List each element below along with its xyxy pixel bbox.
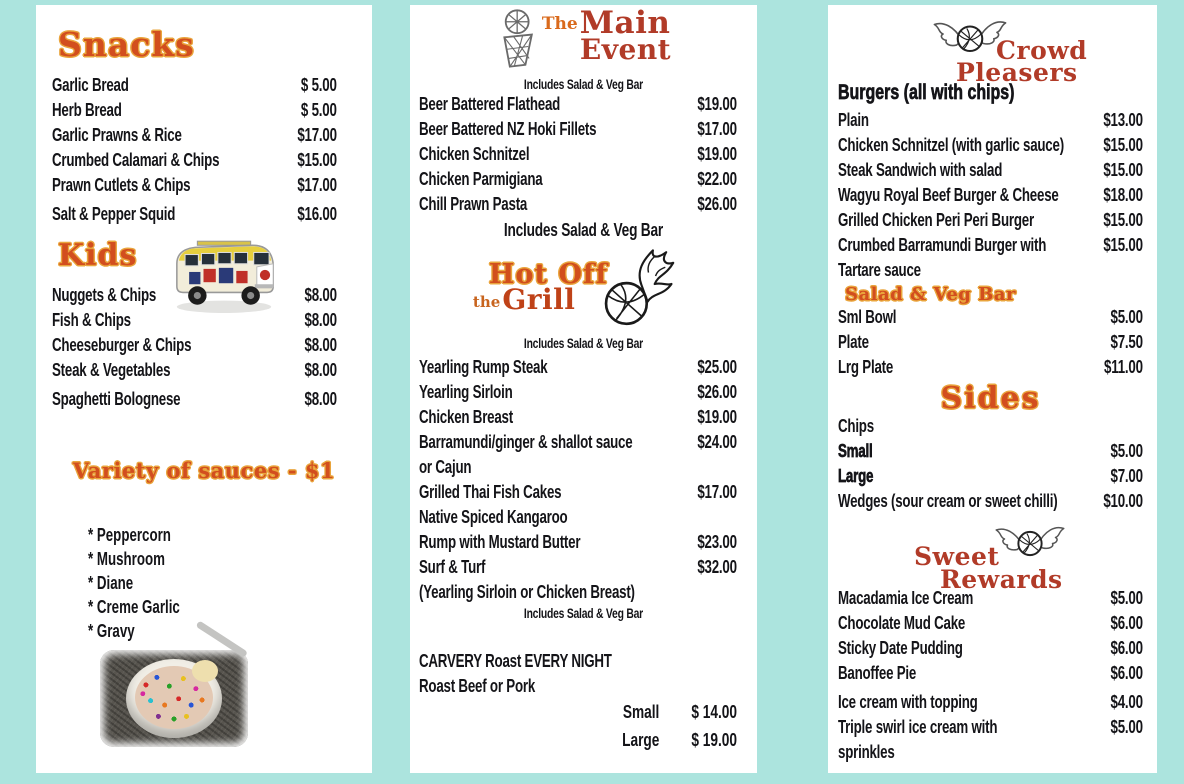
menu-item <box>52 283 337 308</box>
item-price: $5.00 <box>1110 587 1143 608</box>
item-name: Yearling Rump Steak <box>419 356 548 377</box>
logo-line1: Sweet <box>914 542 1000 571</box>
menu-item <box>419 430 737 455</box>
item-name: Small <box>838 440 873 461</box>
item-name: Chips <box>838 415 874 436</box>
kids-list <box>36 283 372 412</box>
item-price: $17.00 <box>697 481 737 502</box>
item-name: Macadamia Ice Cream <box>838 587 974 608</box>
menu-item <box>419 167 737 192</box>
menu-item <box>419 580 737 605</box>
burgers-list <box>838 108 1143 283</box>
carvery-line <box>419 674 737 699</box>
item-name: Chicken Parmigiana <box>419 168 543 189</box>
menu-item <box>838 414 1143 439</box>
item-name: Fish & Chips <box>52 309 131 330</box>
item-name: or Cajun <box>419 456 472 477</box>
sauce-item: * Creme Garlic <box>88 596 180 617</box>
main-event-logo <box>410 5 757 76</box>
item-name: Grilled Chicken Peri Peri Burger <box>838 209 1034 230</box>
menu-item <box>52 123 337 148</box>
menu-item <box>838 636 1143 661</box>
item-name: Grilled Thai Fish Cakes <box>419 481 562 502</box>
item-name: Plate <box>838 331 869 352</box>
menu-item <box>419 92 737 117</box>
item-name: Surf & Turf <box>419 556 486 577</box>
menu-item <box>838 464 1143 489</box>
size-name: Large <box>621 729 659 750</box>
item-price: $4.00 <box>1110 691 1143 712</box>
desserts-list <box>828 586 1157 765</box>
item-name: Banoffee Pie <box>838 662 917 683</box>
menu-item <box>419 405 737 430</box>
menu-item <box>419 355 737 380</box>
carvery-size <box>410 701 757 729</box>
menu-item <box>52 333 337 358</box>
sauce-item: * Diane <box>88 572 134 593</box>
panel-mains <box>410 5 757 773</box>
item-name: Steak Sandwich with salad <box>838 159 1003 180</box>
item-price: $8.00 <box>304 359 337 380</box>
burgers-subheading: Burgers (all with chips) <box>838 81 1015 104</box>
menu-item <box>838 108 1143 133</box>
item-name: Herb Bread <box>52 99 122 120</box>
menu-item <box>419 555 737 580</box>
item-name: Wagyu Royal Beef Burger & Cheese <box>838 184 1059 205</box>
winged-basketball-icon <box>994 518 1066 560</box>
snacks-heading: Snacks <box>58 25 195 64</box>
logo-line2: Pleasers <box>956 58 1078 87</box>
menu-item <box>838 611 1143 636</box>
item-price: $5.00 <box>1110 440 1143 461</box>
size-price: $ 14.00 <box>691 701 737 722</box>
carvery-section <box>410 649 757 699</box>
crowd-pleasers-logo <box>828 10 1157 87</box>
item-name: Native Spiced Kangaroo <box>419 506 568 527</box>
sauces-heading: Variety of sauces - $1 <box>72 458 336 483</box>
item-price: $22.00 <box>697 168 737 189</box>
item-price: $17.00 <box>697 118 737 139</box>
item-name: Nuggets & Chips <box>52 284 157 305</box>
sauce-item: * Peppercorn <box>88 524 171 545</box>
item-name: Wedges (sour cream or sweet chilli) <box>838 490 1058 511</box>
menu-item <box>838 258 1143 283</box>
menu-item <box>52 148 337 173</box>
menu-item <box>52 308 337 333</box>
menu-item <box>838 330 1143 355</box>
kids-heading: Kids <box>58 238 138 273</box>
item-name: Crumbed Calamari & Chips <box>52 149 220 170</box>
item-name: Lrg Plate <box>838 356 894 377</box>
menu-item <box>52 173 337 198</box>
item-price: $15.00 <box>297 149 337 170</box>
menu-item <box>838 355 1143 380</box>
menu-item <box>838 133 1143 158</box>
logo-line2: Rewards <box>940 565 1063 594</box>
item-name: Chill Prawn Pasta <box>419 193 528 214</box>
item-name: Sml Bowl <box>838 306 897 327</box>
menu-item <box>838 233 1143 258</box>
item-price: $26.00 <box>697 381 737 402</box>
menu-item <box>838 661 1143 686</box>
item-name: Steak & Vegetables <box>52 359 171 380</box>
item-name: sprinkles <box>838 741 895 762</box>
item-name: Beer Battered Flathead <box>419 93 561 114</box>
item-name: Crumbed Barramundi Burger with <box>838 234 1047 255</box>
item-name: (Yearling Sirloin or Chicken Breast) <box>419 581 635 602</box>
size-name: Small <box>622 701 659 722</box>
item-name: Garlic Prawns & Rice <box>52 124 182 145</box>
item-price: $8.00 <box>304 284 337 305</box>
logo-the: the <box>472 293 501 311</box>
carvery-title: CARVERY Roast EVERY NIGHT <box>419 650 612 671</box>
item-name: Garlic Bread <box>52 74 129 95</box>
menu-item <box>838 715 1143 740</box>
basketball-net-icon <box>496 8 542 74</box>
includes-note: Includes Salad & Veg Bar <box>503 219 664 240</box>
item-price: $ 5.00 <box>301 99 337 120</box>
carvery-size <box>410 729 757 757</box>
panel-snacks-kids <box>36 5 372 773</box>
menu-item <box>419 530 737 555</box>
main-event-list <box>410 92 757 217</box>
menu-item <box>52 73 337 98</box>
hot-off-the-grill-logo <box>410 245 757 330</box>
menu-item <box>52 387 337 412</box>
item-name: Chicken Schnitzel <box>419 143 530 164</box>
salad-veg-heading: Salad & Veg Bar <box>845 284 1017 305</box>
logo-line1: Main <box>579 5 671 41</box>
menu-item <box>838 183 1143 208</box>
item-name: Sticky Date Pudding <box>838 637 963 658</box>
grill-list <box>410 355 757 605</box>
item-name: Rump with Mustard Butter <box>419 531 581 552</box>
item-price: $19.00 <box>697 143 737 164</box>
carvery-subtitle: Roast Beef or Pork <box>419 675 536 696</box>
snacks-list <box>36 73 372 227</box>
item-price: $15.00 <box>1103 234 1143 255</box>
logo-line1: Crowd <box>996 36 1088 65</box>
item-name: Chocolate Mud Cake <box>838 612 966 633</box>
logo-line2: Event <box>579 33 672 66</box>
menu-item <box>419 505 737 530</box>
hot-grill-logo-text <box>472 259 609 316</box>
item-price: $6.00 <box>1110 637 1143 658</box>
menu-item <box>419 142 737 167</box>
item-name: Salt & Pepper Squid <box>52 203 176 224</box>
item-price: $5.00 <box>1110 306 1143 327</box>
sauce-item: * Mushroom <box>88 548 165 569</box>
salad-veg-list <box>838 305 1143 380</box>
item-price: $17.00 <box>297 124 337 145</box>
logo-line2: Grill <box>502 283 576 316</box>
menu-item <box>52 202 337 227</box>
main-event-logo-text <box>541 5 672 66</box>
item-price: $24.00 <box>697 431 737 452</box>
menu-item <box>838 158 1143 183</box>
item-name: Barramundi/ginger & shallot sauce <box>419 431 633 452</box>
item-price: $32.00 <box>697 556 737 577</box>
menu-item <box>419 455 737 480</box>
menu-item <box>838 586 1143 611</box>
menu-item <box>838 208 1143 233</box>
item-name: Triple swirl ice cream with <box>838 716 998 737</box>
size-price: $ 19.00 <box>691 729 737 750</box>
item-price: $15.00 <box>1103 209 1143 230</box>
menu-item <box>52 98 337 123</box>
item-name: Ice cream with topping <box>838 691 978 712</box>
item-name: Beer Battered NZ Hoki Fillets <box>419 118 597 139</box>
menu-item <box>838 489 1143 514</box>
menu-item <box>419 192 737 217</box>
item-price: $23.00 <box>697 531 737 552</box>
item-price: $25.00 <box>697 356 737 377</box>
includes-note: Includes Salad & Veg Bar <box>523 335 644 351</box>
item-price: $ 5.00 <box>301 74 337 95</box>
item-price: $8.00 <box>304 388 337 409</box>
item-name: Prawn Cutlets & Chips <box>52 174 191 195</box>
item-price: $26.00 <box>697 193 737 214</box>
item-price: $11.00 <box>1104 356 1143 377</box>
item-price: $17.00 <box>297 174 337 195</box>
item-name: Large <box>838 465 874 486</box>
flaming-basketball-icon <box>596 246 678 330</box>
item-price: $19.00 <box>697 93 737 114</box>
sauce-item: * Gravy <box>88 620 135 641</box>
logo-line1: Hot Off <box>488 259 609 290</box>
item-price: $18.00 <box>1103 184 1143 205</box>
logo-prefix: The <box>541 14 578 34</box>
item-name: Plain <box>838 109 869 130</box>
item-name: Yearling Sirloin <box>419 381 513 402</box>
menu-item <box>419 480 737 505</box>
item-price: $7.00 <box>1110 465 1143 486</box>
item-price: $15.00 <box>1103 134 1143 155</box>
menu-item <box>419 380 737 405</box>
menu-item <box>838 439 1143 464</box>
panel-burgers-sides-desserts <box>828 5 1157 773</box>
item-price: $8.00 <box>304 334 337 355</box>
item-price: $16.00 <box>297 203 337 224</box>
item-price: $10.00 <box>1103 490 1143 511</box>
sprinkle-ice-cream-photo <box>100 650 248 747</box>
item-price: $19.00 <box>697 406 737 427</box>
menu-item <box>838 690 1143 715</box>
item-name: Spaghetti Bolognese <box>52 388 181 409</box>
item-price: $15.00 <box>1103 159 1143 180</box>
carvery-line <box>419 649 737 674</box>
menu-item <box>838 305 1143 330</box>
menu-item <box>838 740 1143 765</box>
cream-dollop <box>192 660 218 682</box>
item-price: $13.00 <box>1103 109 1143 130</box>
sides-list <box>838 414 1143 514</box>
item-name: Chicken Breast <box>419 406 513 427</box>
includes-note: Includes Salad & Veg Bar <box>523 605 644 621</box>
sides-heading: Sides <box>940 381 1041 416</box>
item-name: Chicken Schnitzel (with garlic sauce) <box>838 134 1064 155</box>
item-price: $6.00 <box>1110 612 1143 633</box>
item-name: Cheeseburger & Chips <box>52 334 192 355</box>
includes-note: Includes Salad & Veg Bar <box>523 76 644 92</box>
sweet-rewards-logo <box>828 518 1157 594</box>
item-price: $5.00 <box>1110 716 1143 737</box>
menu-item <box>52 358 337 383</box>
item-price: $6.00 <box>1110 662 1143 683</box>
item-name: Tartare sauce <box>838 259 921 280</box>
item-price: $7.50 <box>1110 331 1143 352</box>
menu-item <box>419 117 737 142</box>
item-price: $8.00 <box>304 309 337 330</box>
